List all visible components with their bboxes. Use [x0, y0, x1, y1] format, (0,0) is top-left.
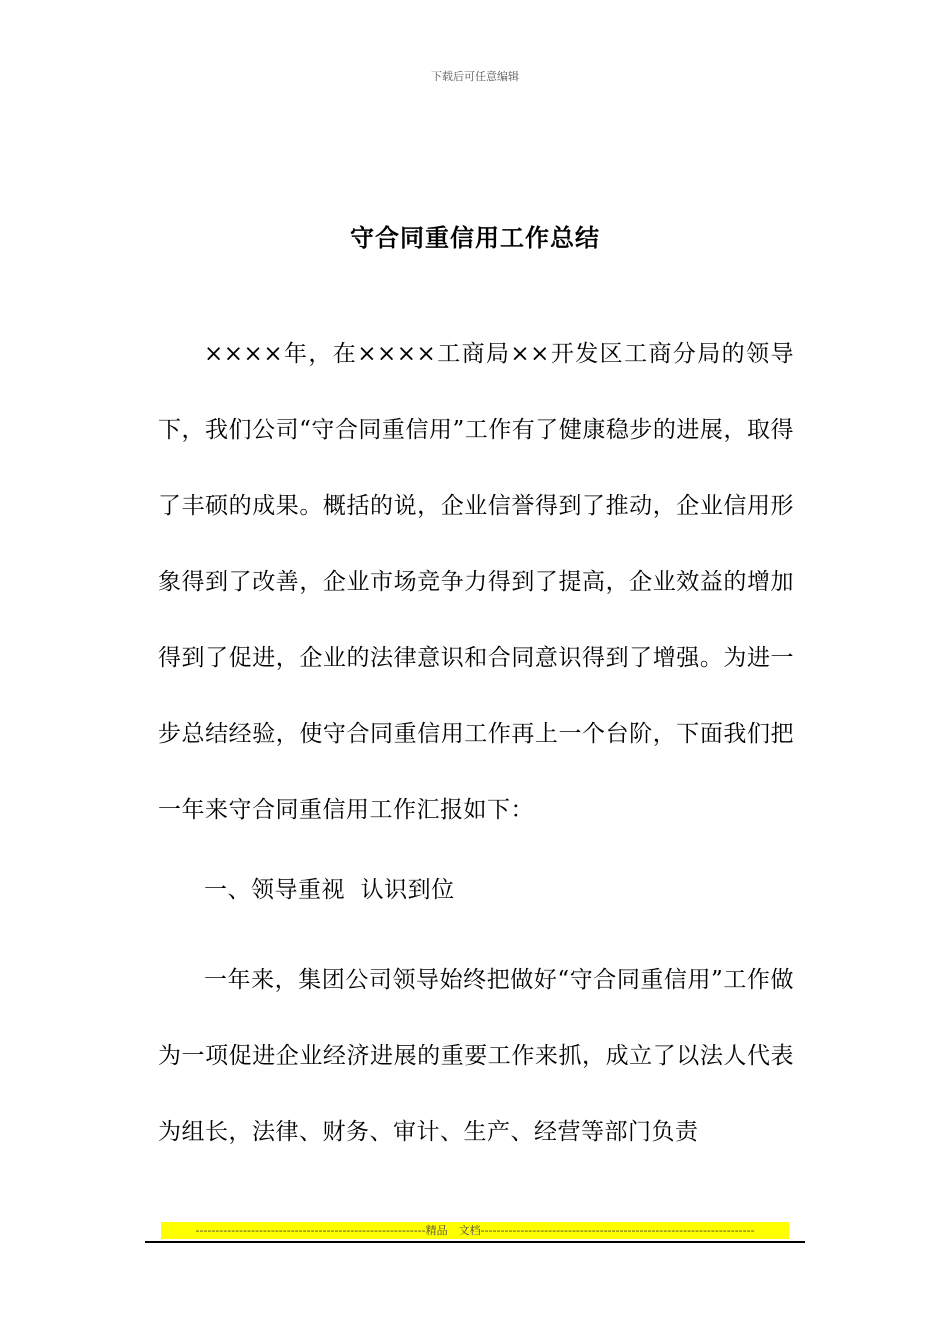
footer-highlight-bar: ----------------------------------------------------------精品 文档--------------------------------------------------------------------- [161, 1222, 789, 1239]
page-header-note: 下载后可任意编辑 [431, 70, 519, 83]
document-title: 守合同重信用工作总结 [350, 224, 600, 252]
section-heading-1: 一、领导重视 认识到位 [204, 877, 455, 903]
paragraph-intro: ××××年，在××××工商局××开发区工商分局的领导下，我们公司“守合同重信用”工作有了健康稳步的进展，取得了丰硕的成果。概括的说，企业信誉得到了推动，企业信用形象得到了改善，企业市场竞争力得到了提高，企业效益的增加得到了促进，企业的法律意识和合同意识得到了增强。为进一步总结经验，使守合同重信用工作再上一个台阶，下面我们把一年来守合同重信用工作汇报如下： [158, 341, 794, 823]
footer-rule [145, 1241, 805, 1243]
paragraph-section-1: 一年来，集团公司领导始终把做好“守合同重信用”工作做为一项促进企业经济进展的重要工作来抓，成立了以法人代表为组长，法律、财务、审计、生产、经营等部门负责 [158, 967, 794, 1145]
